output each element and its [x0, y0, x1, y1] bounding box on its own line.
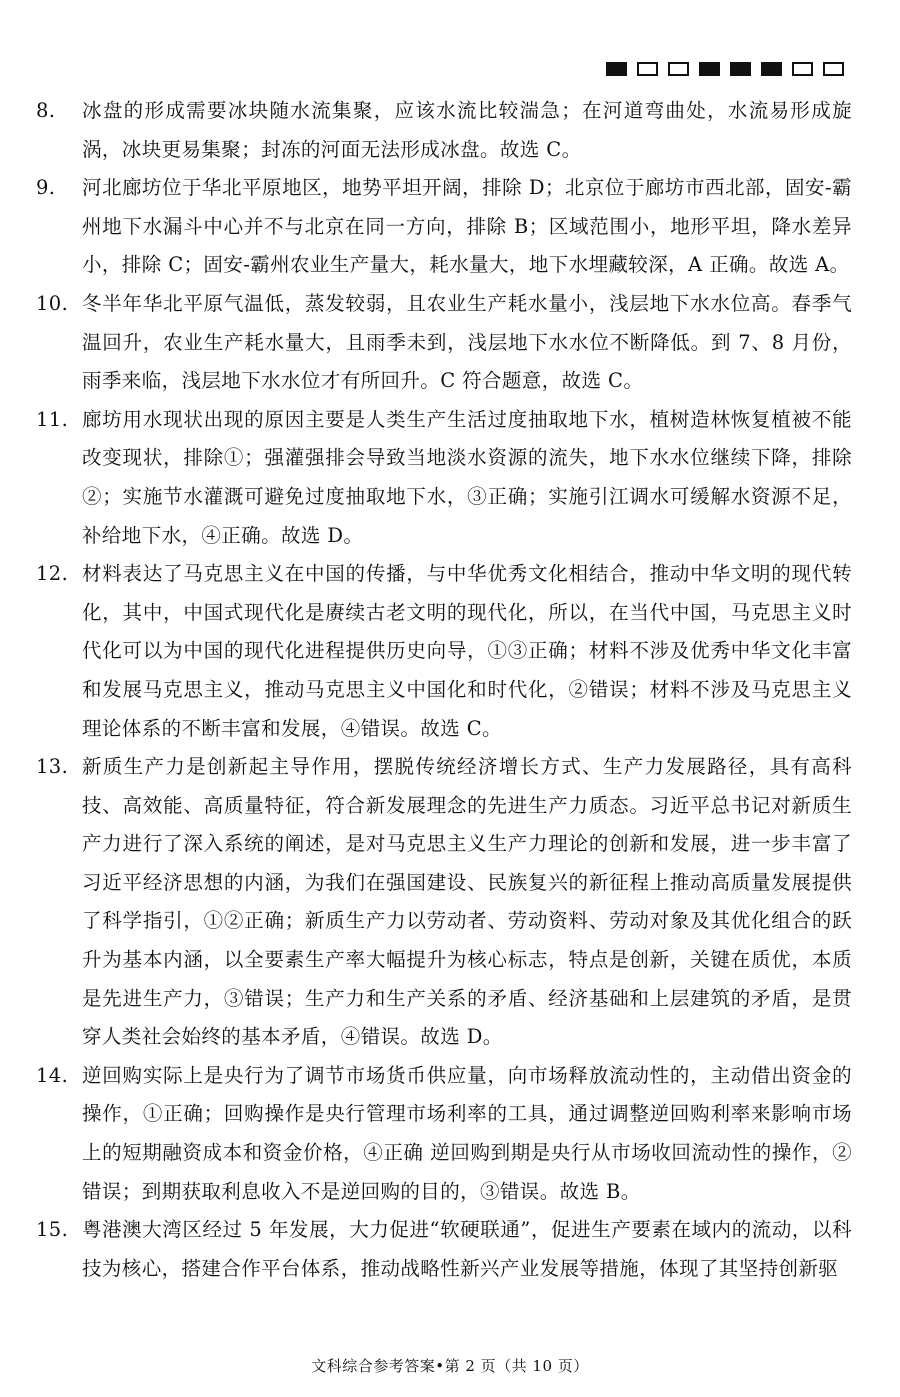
header-mark	[761, 62, 782, 76]
answer-text: 河北廊坊位于华北平原地区，地势平坦开阔，排除 D；北京位于廊坊市西北部，固安-霸州地下水漏斗中心并不与北京在同一方向，排除 B；区域范围小，地形平坦，降水差异小，排除 C；固安-霸州农业生产量大，耗水量大，地下水埋藏较深，A 正确。故选 A。	[82, 176, 852, 277]
header-mark	[823, 62, 844, 76]
answer-item-12	[36, 555, 852, 748]
answer-text: 冬半年华北平原气温低，蒸发较弱，且农业生产耗水量小，浅层地下水水位高。春季气温回升，农业生产耗水量大，且雨季未到，浅层地下水水位不断降低。到 7、8 月份，雨季来临，浅层地下水水位才有所回升。C 符合题意，故选 C。	[82, 291, 852, 393]
answer-number: 12.	[36, 562, 69, 586]
answer-text: 冰盘的形成需要冰块随水流集聚，应该水流比较湍急；在河道弯曲处，水流易形成旋涡，冰块更易集聚；封冻的河面无法形成冰盘。故选 C。	[82, 99, 852, 161]
answer-item-13	[36, 748, 852, 1057]
answer-text: 新质生产力是创新起主导作用，摆脱传统经济增长方式、生产力发展路径，具有高科技、高效能、高质量特征，符合新发展理念的先进生产力质态。习近平总书记对新质生产力进行了深入系统的阐述，是对马克思主义生产力理论的创新和发展，进一步丰富了习近平经济思想的内涵，为我们在强国建设、民族复兴的新征程上推动高质量发展提供了科学指引，①②正确；新质生产力以劳动者、劳动资料、劳动对象及其优化组合的跃升为基本内涵，以全要素生产率大幅提升为核心标志，特点是创新，关键在质优，本质是先进生产力，③错误；生产力和生产关系的矛盾、经济基础和上层建筑的矛盾，是贯穿人类社会始终的基本矛盾，④错误。故选 D。	[82, 755, 852, 1049]
answer-number: 13.	[36, 755, 69, 779]
answer-item-11	[36, 401, 852, 555]
answer-item-10	[36, 285, 852, 401]
answer-list	[36, 92, 852, 1288]
answer-number: 15.	[36, 1218, 69, 1242]
answer-number: 11.	[36, 407, 69, 431]
answer-text: 材料表达了马克思主义在中国的传播，与中华优秀文化相结合，推动中华文明的现代转化，其中，中国式现代化是赓续古老文明的现代化，所以，在当代中国，马克思主义时代化可以为中国的现代化进程提供历史向导，①③正确；材料不涉及优秀中华文化丰富和发展马克思主义，推动马克思主义中国化和时代化，②错误；材料不涉及马克思主义理论体系的不断丰富和发展，④错误。故选 C。	[82, 562, 852, 740]
header-mark	[606, 62, 627, 76]
answer-text: 逆回购实际上是央行为了调节市场货币供应量，向市场释放流动性的，主动借出资金的操作，①正确；回购操作是央行管理市场利率的工具，通过调整逆回购利率来影响市场上的短期融资成本和资金价格，④正确 逆回购到期是央行从市场收回流动性的操作，②错误；到期获取利息收入不是逆回购的目的，③错误。故选 B。	[82, 1063, 852, 1203]
page-footer: 文科综合参考答案•第 2 页（共 10 页）	[311, 1357, 589, 1375]
header-mark	[637, 62, 658, 76]
answer-item-9	[36, 169, 852, 285]
header-mark	[792, 62, 813, 76]
answer-item-15	[36, 1211, 852, 1288]
answer-number: 14.	[36, 1063, 69, 1087]
header-mark	[699, 62, 720, 76]
answer-number: 8.	[36, 99, 56, 122]
answer-text: 廊坊用水现状出现的原因主要是人类生产生活过度抽取地下水，植树造林恢复植被不能改变现状，排除①；强灌强排会导致当地淡水资源的流失，地下水水位继续下降，排除②；实施节水灌溉可避免过度抽取地下水，③正确；实施引江调水可缓解水资源不足，补给地下水，④正确。故选 D。	[82, 407, 852, 547]
header-mark	[668, 62, 689, 76]
header-marks	[606, 62, 844, 76]
header-mark	[730, 62, 751, 76]
answer-number: 10.	[36, 291, 69, 315]
answer-text: 粤港澳大湾区经过 5 年发展，大力促进“软硬联通”，促进生产要素在域内的流动，以科技为核心，搭建合作平台体系，推动战略性新兴产业发展等措施，体现了其坚持创新驱	[82, 1218, 852, 1280]
answer-item-14	[36, 1057, 852, 1211]
answer-number: 9.	[36, 176, 56, 200]
answer-item-8	[36, 92, 852, 169]
